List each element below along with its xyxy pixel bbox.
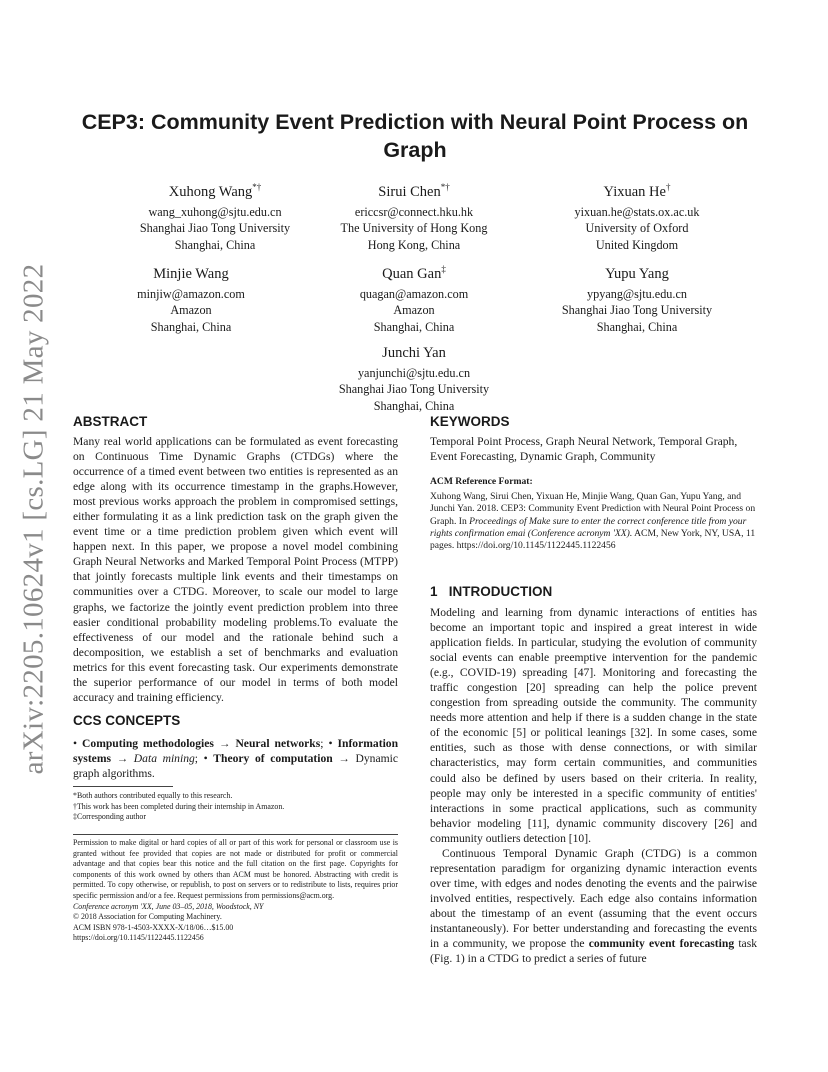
author-affiliation: The University of Hong Kong bbox=[340, 221, 488, 236]
author-location: Shanghai, China bbox=[150, 320, 232, 335]
author-email: yixuan.he@stats.ox.ac.uk bbox=[574, 204, 700, 219]
author-location: Shanghai, China bbox=[373, 320, 455, 335]
author-location: Hong Kong, China bbox=[367, 238, 461, 253]
conference-line: Conference acronym 'XX, June 03–05, 2018, Woodstock, NY bbox=[73, 901, 264, 911]
acm-reference-heading: ACM Reference Format: bbox=[430, 476, 533, 487]
footnotes bbox=[73, 791, 398, 823]
permission-block bbox=[73, 838, 398, 944]
author-block bbox=[66, 260, 316, 336]
paragraph: Modeling and learning from dynamic interactions of entities has become an important topic and inspired a great interest in wide application fields. In particular, studying the evolution of community social events can enable preemptive intervention for the pandemic (e.g., COVID-19) spreading [47]. Monitoring and forecasting the traffic congestion [20] spreading can help the police prevent congestion from spreading outside the community. The community needs more attention and help if there is a sudden change in the state of the economic [5] or political leanings [32]. In some cases, some entities, such as those with dense connections, or with similar characteristics, may form certain communities, and communities could also be defined by users based on their criteria. In reality, people may only be interested in a specific community of entities' interactions in some practical applications, such as community behavior modeling [11], dynamic community discovery [26] and community outliers detection [10]. bbox=[430, 606, 757, 845]
author-block bbox=[289, 260, 539, 336]
permission-text: Permission to make digital or hard copies of all or part of this work for personal or classroom use is granted without fee provided that copies are not made or distributed for profit or commercial advantage and that copies bear this notice and the full citation on the first page. Copyrights for components of this work owned by others than ACM must be honored. Abstracting with credit is permitted. To copy otherwise, or republish, to post on servers or to redistribute to lists, requires prior specific permission and/or a fee. Request permissions from permissions@acm.org. bbox=[73, 838, 398, 900]
ccs-heading: CCS CONCEPTS bbox=[73, 713, 181, 728]
keywords-heading: KEYWORDS bbox=[430, 414, 510, 429]
author-location: Shanghai, China bbox=[174, 238, 256, 253]
keywords-text: Temporal Point Process, Graph Neural Network, Temporal Graph, Event Forecasting, Dynamic Graph, Community bbox=[430, 435, 738, 464]
copyright-line: © 2018 Association for Computing Machinery. bbox=[73, 912, 222, 922]
author-location: Shanghai, China bbox=[596, 320, 678, 335]
section-heading-introduction: 1 INTRODUCTION bbox=[430, 584, 553, 599]
footnote: †This work has been completed during their internship in Amazon. bbox=[73, 801, 285, 811]
ccs-concepts: • Computing methodologies → Neural networks; • Information systems → Data mining; • Theory of computation → Dynamic graph algorithms. bbox=[73, 737, 399, 781]
author-email: yanjunchi@sjtu.edu.cn bbox=[357, 365, 471, 380]
author-name: Yixuan He† bbox=[603, 182, 671, 200]
author-block bbox=[289, 339, 539, 415]
author-affiliation: Amazon bbox=[170, 303, 212, 318]
author-block bbox=[289, 178, 539, 254]
author-location: Shanghai, China bbox=[373, 399, 455, 414]
author-name: Junchi Yan bbox=[382, 344, 446, 361]
arxiv-identifier: arXiv:2205.10624v1 [cs.LG] 21 May 2022 bbox=[17, 263, 50, 775]
acm-reference-text: Xuhong Wang, Sirui Chen, Yixuan He, Minjie Wang, Quan Gan, Yupu Yang, and Junchi Yan. 2018. CEP3: Community Event Prediction with Neural Point Process on Graph. In Proceedings of Make sure to enter the correct conference title from your rights confirmation emai (Conference acronym 'XX). ACM, New York, NY, USA, 11 pages. https://doi.org/10.1145/1122445.1122456 bbox=[430, 491, 756, 552]
author-affiliation: Shanghai Jiao Tong University bbox=[561, 303, 713, 318]
author-email: wang_xuhong@sjtu.edu.cn bbox=[148, 204, 282, 219]
author-email: ypyang@sjtu.edu.cn bbox=[587, 286, 687, 301]
paragraph: Continuous Temporal Dynamic Graph (CTDG) is a common representation paradigm for organizing dynamic interaction events over time, with edges and nodes denoting the events and the pairwise involved entities, respectively. Each edge also contains information about the timestamp of an event (assuming that the event occurs instantaneously). For better understanding and forecasting the events in a community, we propose the community event forecasting task (Fig. 1) in a CTDG to predict a series of future bbox=[430, 846, 758, 966]
author-name: Quan Gan‡ bbox=[382, 264, 446, 282]
paper-title: CEP3: Community Event Prediction with Neural Point Process on Graph bbox=[81, 110, 749, 162]
abstract-text: Many real world applications can be formulated as event forecasting on Continuous Time Dynamic Graphs (CTDGs) where the occurrence of a timed event between two entities is represented as an edge along with its occurrence timestamp in the graphs.However, most previous works approach the problem in compromised settings, either formulating it as a link prediction task on the graph given the event time or a time prediction problem given which event will happen next. In this paper, we propose a novel model combining Graph Neural Networks and Marked Temporal Point Process (MTPP) that jointly forecasts multiple link events and their timestamps on communities over a CTDG. Moreover, to scale our model to large graphs, we factorize the jointly event prediction problem into three easier conditional probability modeling problems.To evaluate the effectiveness of our model and the rationale behind such a decomposition, we establish a set of benchmarks and evaluation metrics for this event forecasting task. Our experiments demonstrate the superior performance of our model in terms of both model accuracy and training efficiency. bbox=[73, 435, 398, 704]
author-affiliation: Amazon bbox=[393, 303, 435, 318]
author-block bbox=[512, 260, 762, 336]
author-block bbox=[512, 178, 762, 254]
author-affiliation: University of Oxford bbox=[585, 221, 689, 236]
author-email: minjiw@amazon.com bbox=[137, 286, 245, 301]
introduction-text bbox=[430, 605, 757, 966]
isbn-line: ACM ISBN 978-1-4503-XXXX-X/18/06…$15.00 bbox=[73, 922, 234, 932]
author-affiliation: Shanghai Jiao Tong University bbox=[139, 221, 291, 236]
author-email: ericcsr@connect.hku.hk bbox=[354, 204, 474, 219]
footnote-rule bbox=[73, 786, 173, 787]
footnote: *Both authors contributed equally to this research. bbox=[73, 791, 233, 800]
permission-rule bbox=[73, 834, 398, 835]
abstract-heading: ABSTRACT bbox=[73, 414, 148, 429]
author-name: Xuhong Wang*† bbox=[168, 182, 262, 200]
author-name: Sirui Chen*† bbox=[378, 182, 450, 200]
author-affiliation: Shanghai Jiao Tong University bbox=[338, 382, 490, 397]
author-name: Minjie Wang bbox=[153, 265, 229, 282]
author-email: quagan@amazon.com bbox=[359, 286, 469, 301]
doi-link[interactable]: https://doi.org/10.1145/1122445.1122456 bbox=[73, 933, 204, 943]
author-location: United Kingdom bbox=[595, 238, 679, 253]
footnote: ‡Corresponding author bbox=[73, 812, 146, 822]
author-name: Yupu Yang bbox=[605, 265, 669, 282]
